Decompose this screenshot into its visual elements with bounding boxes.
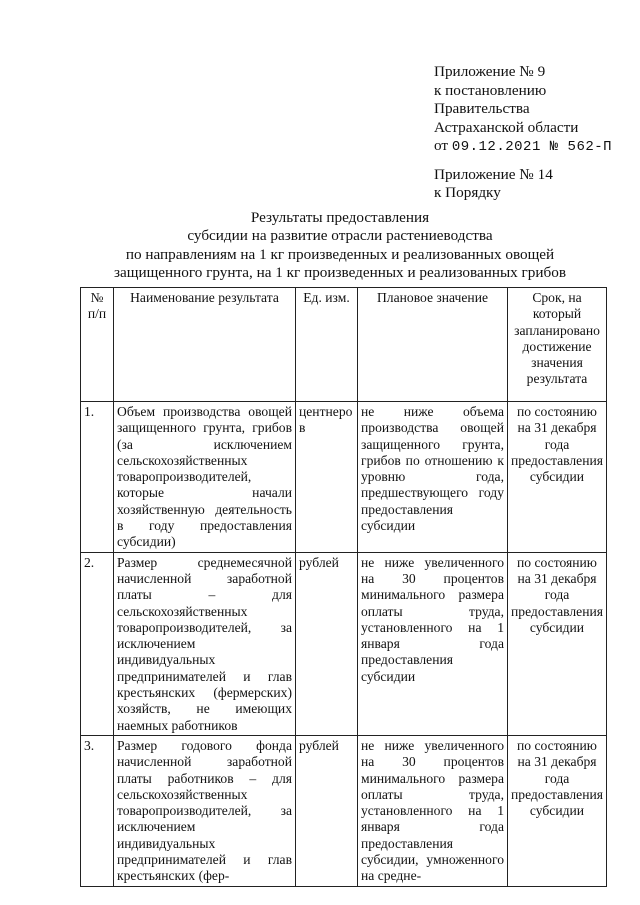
appendix-line: Приложение № 14 [434, 165, 553, 183]
row-num: 3. [81, 735, 114, 886]
row-unit: рублей [296, 735, 358, 886]
title-line: по направлениям на 1 кг произведенных и реализованных овощей [125, 245, 555, 263]
row-num: 1. [81, 402, 114, 553]
row-name: Размер годового фонда начисленной заработной платы работников – для сельскохозяйственных товаропроизводителей, за исключением индивидуальных предпринимателей и глав крестьянских (фер- [114, 735, 296, 886]
header-num: № п/п [81, 288, 114, 402]
appendix-line: Астраханской области [434, 118, 579, 136]
row-num: 2. [81, 552, 114, 735]
document-title [80, 209, 600, 282]
row-term: по состоянию на 31 декабря года предоставления субсидии [508, 402, 607, 553]
table-row [81, 552, 607, 735]
row-term: по состоянию на 31 декабря года предоставления субсидии [508, 552, 607, 735]
results-table [80, 287, 607, 887]
row-unit: рублей [296, 552, 358, 735]
appendix-line: к постановлению [434, 81, 547, 99]
table-header-row [81, 288, 607, 402]
row-name: Размер среднемесячной начисленной заработной платы – для сельскохозяйственных товаропроизводителей, за исключением индивидуальных предпринимателей и глав крестьянских (фермерских) хозяйств, не имеющих наемных работников [114, 552, 296, 735]
appendix-block [434, 63, 612, 203]
appendix-date-line [434, 137, 612, 157]
table-row [81, 735, 607, 886]
appendix-line: Правительства [434, 100, 530, 117]
row-plan: не ниже увеличенного на 30 процентов минимального размера оплаты труда, установленного на 1 января года предоставления субсидии [358, 552, 508, 735]
appendix-line: Приложение № 9 [434, 63, 546, 80]
header-name: Наименование результата [114, 288, 296, 402]
header-plan: Плановое значение [358, 288, 508, 402]
appendix-date-prefix: от [434, 137, 452, 154]
table-row [81, 402, 607, 553]
title-line: защищенного грунта, на 1 кг произведенных и реализованных грибов [114, 263, 566, 281]
row-term: по состоянию на 31 декабря года предоставления субсидии [508, 735, 607, 886]
decree-date-number: 09.12.2021 № 562-П [451, 139, 613, 155]
title-line: Результаты предоставления [250, 209, 430, 226]
row-unit: центнеров [296, 402, 358, 553]
title-line: субсидии на развитие отрасли растениеводства [187, 227, 493, 245]
header-unit: Ед. изм. [296, 288, 358, 402]
row-plan: не ниже увеличенного на 30 процентов минимального размера оплаты труда, установленного на 1 января года предоставления субсидии, умноженного на средне- [358, 735, 508, 886]
row-name: Объем производства овощей защищенного грунта, грибов (за исключением сельскохозяйственных товаропроизводителей, которые начали хозяйственную деятельность в году предоставления субсидии) [114, 402, 296, 553]
appendix-line: к Порядку [434, 184, 501, 201]
header-term: Срок, на который запланировано достижение значения результата [508, 288, 607, 402]
row-plan: не ниже объема производства овощей защищенного грунта, грибов по отношению к уровню года, предшествующего году предоставления субсидии [358, 402, 508, 553]
